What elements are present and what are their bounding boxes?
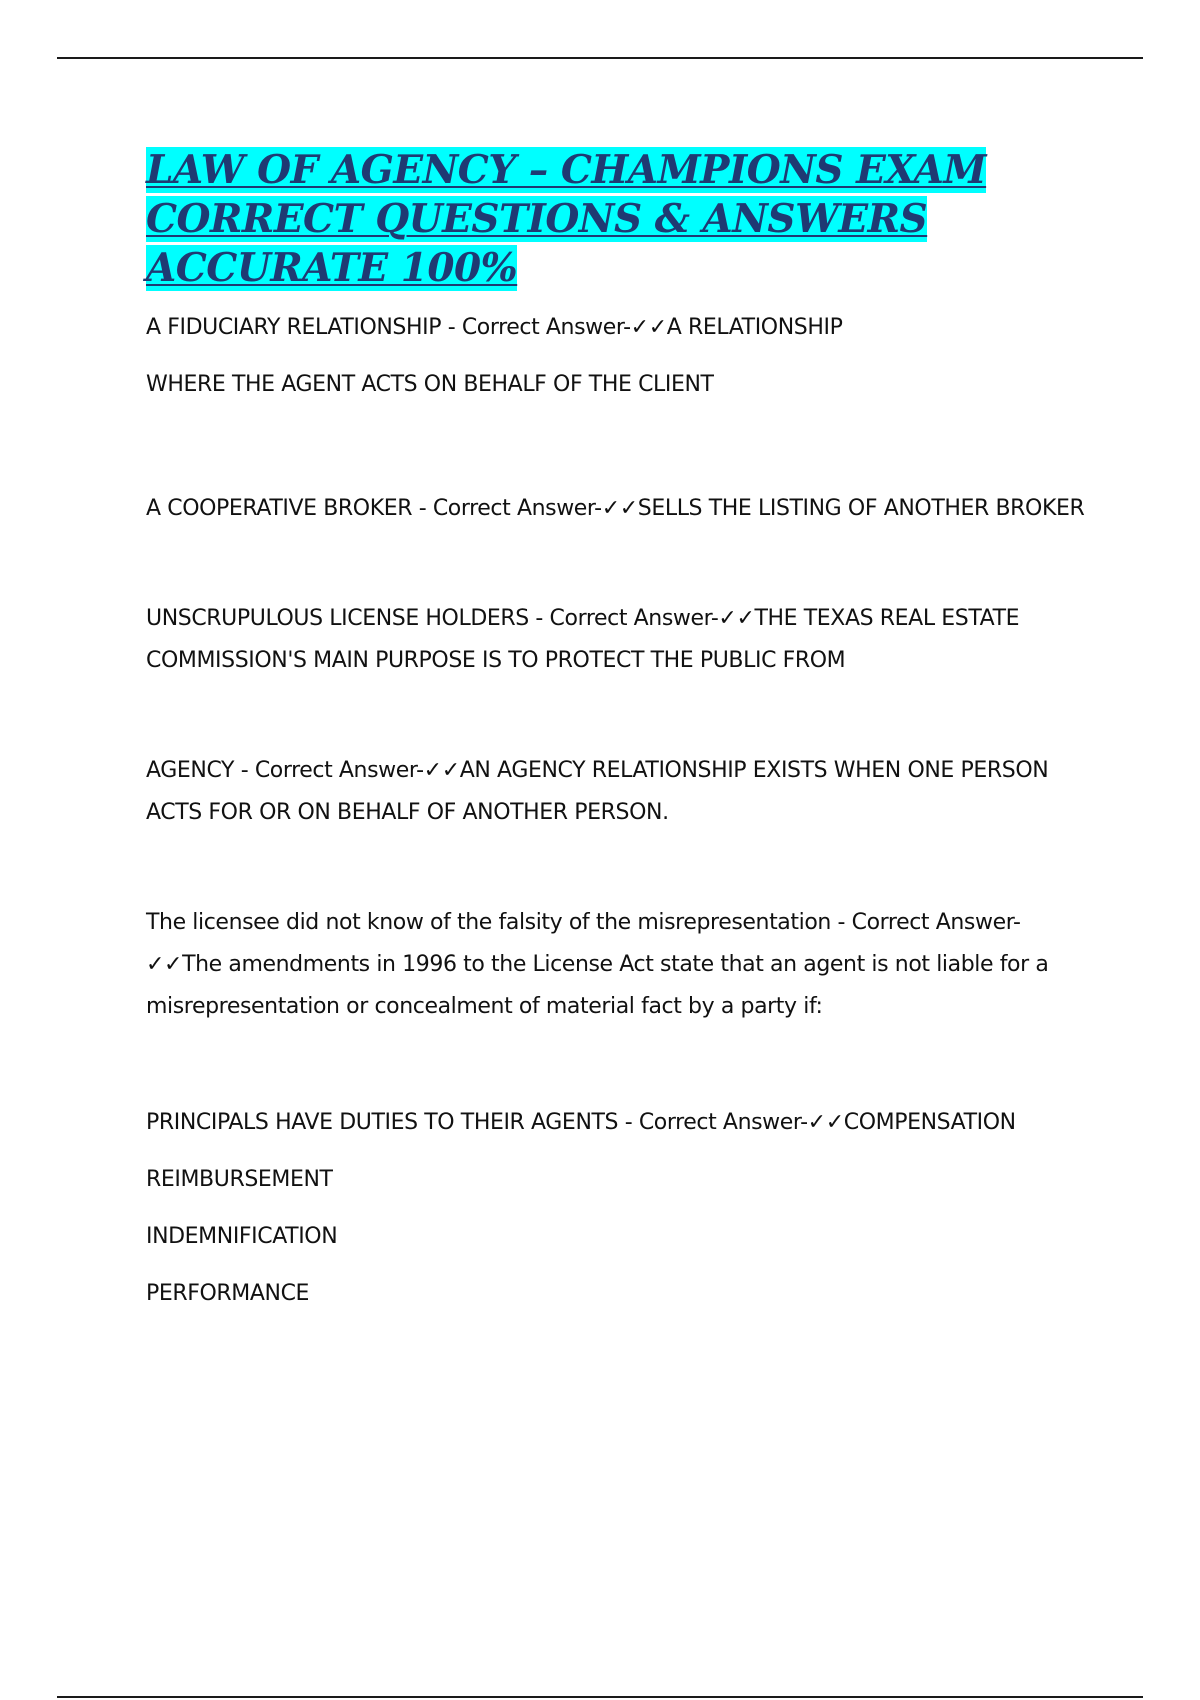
qa-term: The licensee did not know of the falsity of the misrepresentation — [146, 910, 831, 935]
qa-term: A FIDUCIARY RELATIONSHIP — [146, 315, 442, 340]
qa-answer: THE TEXAS REAL ESTATE COMMISSION'S MAIN PURPOSE IS TO PROTECT THE PUBLIC FROM — [146, 606, 1020, 673]
correct-answer-marker: - Correct Answer-✓✓ — [535, 606, 755, 631]
qa-item — [146, 299, 1096, 413]
correct-answer-marker: - Correct Answer-✓✓ — [146, 910, 1021, 977]
qa-paragraph — [146, 488, 1096, 530]
document-body — [146, 146, 1096, 1322]
qa-paragraph — [146, 902, 1096, 1028]
correct-answer-marker: - Correct Answer-✓✓ — [240, 758, 460, 783]
qa-answer: AN AGENCY RELATIONSHIP EXISTS WHEN ONE PERSON ACTS FOR OR ON BEHALF OF ANOTHER PERSON. — [146, 758, 1049, 825]
qa-answer: The amendments in 1996 to the License Act state that an agent is not liable for a misrepresentation or concealment of material fact by a party if: — [146, 952, 1049, 1019]
qa-item — [146, 1094, 1096, 1322]
footer-rule — [57, 1696, 1143, 1698]
title-line-1: LAW OF AGENCY – CHAMPIONS EXAM — [146, 147, 987, 193]
qa-term: UNSCRUPULOUS LICENSE HOLDERS — [146, 606, 529, 631]
qa-answer: A RELATIONSHIP — [666, 315, 843, 340]
qa-term: A COOPERATIVE BROKER — [146, 496, 413, 521]
title-line-3: ACCURATE 100% — [146, 245, 518, 291]
qa-item — [146, 750, 1096, 834]
correct-answer-marker: - Correct Answer-✓✓ — [418, 496, 638, 521]
qa-paragraph — [146, 750, 1096, 834]
qa-question-line — [146, 1094, 1096, 1151]
qa-list — [146, 299, 1096, 1322]
qa-answer: SELLS THE LISTING OF ANOTHER BROKER — [637, 496, 1085, 521]
qa-answer-line: REIMBURSEMENT — [146, 1167, 333, 1192]
qa-answer-line: PERFORMANCE — [146, 1281, 310, 1306]
correct-answer-marker: - Correct Answer-✓✓ — [624, 1110, 844, 1135]
qa-item — [146, 902, 1096, 1028]
qa-answer-line: INDEMNIFICATION — [146, 1224, 338, 1249]
qa-term: PRINCIPALS HAVE DUTIES TO THEIR AGENTS — [146, 1110, 619, 1135]
qa-item — [146, 488, 1096, 530]
qa-paragraph — [146, 598, 1096, 682]
correct-answer-marker: - Correct Answer-✓✓ — [447, 315, 667, 340]
title-line-2: CORRECT QUESTIONS & ANSWERS — [146, 196, 928, 242]
document-title — [146, 146, 1096, 293]
qa-question-line — [146, 299, 1096, 356]
qa-term: AGENCY — [146, 758, 235, 783]
qa-answer-line: WHERE THE AGENT ACTS ON BEHALF OF THE CLIENT — [146, 372, 714, 397]
qa-answer: COMPENSATION — [843, 1110, 1016, 1135]
qa-item — [146, 598, 1096, 682]
header-rule — [57, 57, 1143, 59]
